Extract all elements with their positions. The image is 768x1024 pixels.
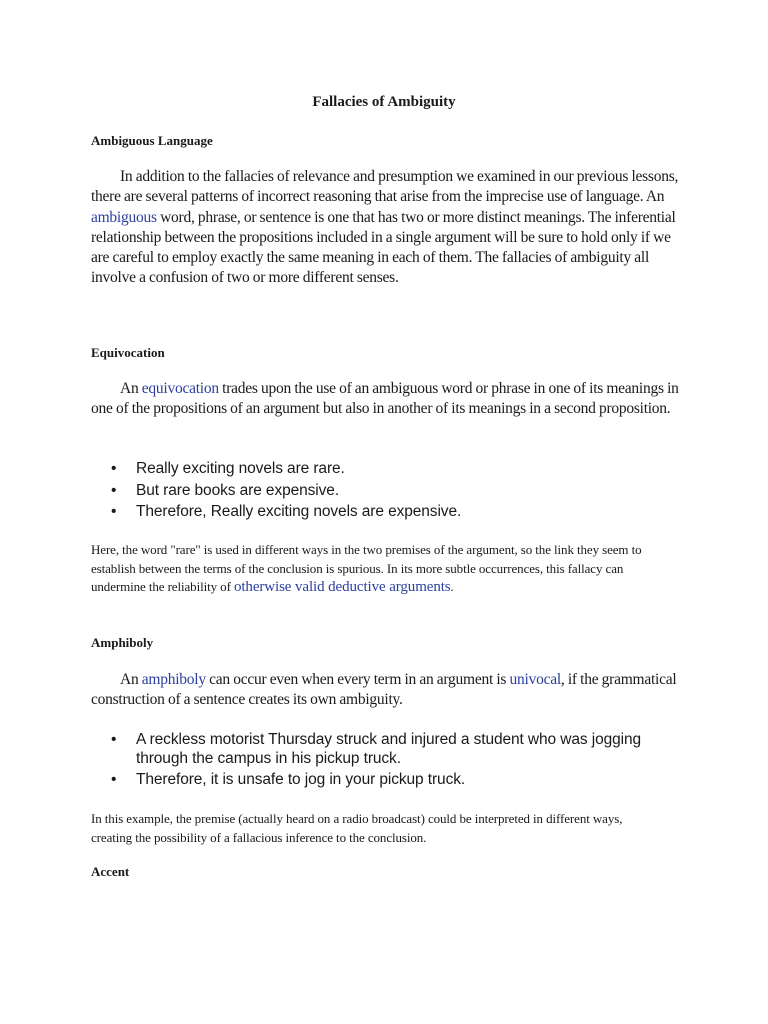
paragraph-text: trades upon the use of an ambiguous word or phrase in one of its meanings in one of the propositions of an argument but also in another of its meanings in a second proposition. bbox=[91, 380, 679, 418]
paragraph-text: word, phrase, or sentence is one that has two or more distinct meanings. The inferential relationship between the propositions included in a single argument will be sure to hold only if we are careful to employ exactly the same meaning in each of them. The fallacies of ambiguity all involve a confusion of two or more different senses. bbox=[91, 208, 676, 287]
heading-equivocation: Equivocation bbox=[91, 345, 165, 360]
list-item-text: Really exciting novels are rare. bbox=[136, 460, 345, 477]
paragraph-text: An bbox=[120, 671, 142, 688]
bullet-icon: • bbox=[111, 771, 117, 788]
list-item bbox=[91, 458, 691, 480]
heading-accent: Accent bbox=[91, 864, 130, 879]
amphiboly-note: In this example, the premise (actually heard on a radio broadcast) could be interpreted in different ways, creating the possibility of a fallacious inference to the conclusion. bbox=[91, 811, 623, 845]
bullet-icon: • bbox=[111, 731, 117, 748]
paragraph-ambiguous-language bbox=[91, 167, 681, 289]
paragraph-amphiboly bbox=[91, 670, 681, 711]
list-item bbox=[91, 501, 691, 523]
list-item bbox=[91, 731, 696, 768]
link-ambiguous[interactable]: ambiguous bbox=[91, 208, 157, 226]
list-item bbox=[91, 771, 691, 790]
list-item-text: Therefore, Really exciting novels are expensive. bbox=[136, 503, 462, 520]
paragraph-text: , if the grammatical construction of a sentence creates its own ambiguity. bbox=[91, 671, 677, 709]
link-valid-deductive-arguments[interactable]: otherwise valid deductive arguments bbox=[233, 579, 451, 595]
heading-ambiguous-language: Ambiguous Language bbox=[91, 133, 213, 148]
list-item bbox=[91, 480, 691, 502]
paragraph-text: can occur even when every term in an argument is bbox=[205, 671, 510, 688]
equivocation-bullet-list bbox=[91, 458, 691, 523]
bullet-icon: • bbox=[111, 460, 117, 477]
page-title: Fallacies of Ambiguity bbox=[312, 94, 456, 110]
list-item-text: But rare books are expensive. bbox=[136, 481, 340, 499]
amphiboly-bullet-list bbox=[91, 731, 691, 793]
link-univocal[interactable]: univocal bbox=[509, 671, 561, 688]
paragraph-text: In addition to the fallacies of relevance and presumption we examined in our previous lessons, there are several patterns of incorrect reasoning that arise from the imprecise use of language. An bbox=[91, 168, 679, 206]
bullet-icon: • bbox=[111, 503, 117, 520]
note-text: Here, the word "rare" is used in different ways in the two premises of the argument, so the link they seem to establish between the terms of the conclusion is spurious. In its more subtle occurrences, this fallacy can undermine the reliability of bbox=[91, 542, 642, 594]
link-equivocation[interactable]: equivocation bbox=[141, 380, 219, 397]
bullet-icon: • bbox=[111, 481, 117, 499]
list-item-text: A reckless motorist Thursday struck and injured a student who was jogging through the campus in his pickup truck. bbox=[136, 731, 642, 767]
heading-amphiboly: Amphiboly bbox=[91, 635, 154, 650]
equivocation-note bbox=[91, 541, 651, 597]
link-amphiboly[interactable]: amphiboly bbox=[141, 671, 206, 688]
paragraph-text: An bbox=[120, 380, 142, 397]
note-text: . bbox=[450, 579, 454, 594]
list-item-text: Therefore, it is unsafe to jog in your pickup truck. bbox=[136, 771, 466, 788]
paragraph-equivocation bbox=[91, 379, 681, 420]
